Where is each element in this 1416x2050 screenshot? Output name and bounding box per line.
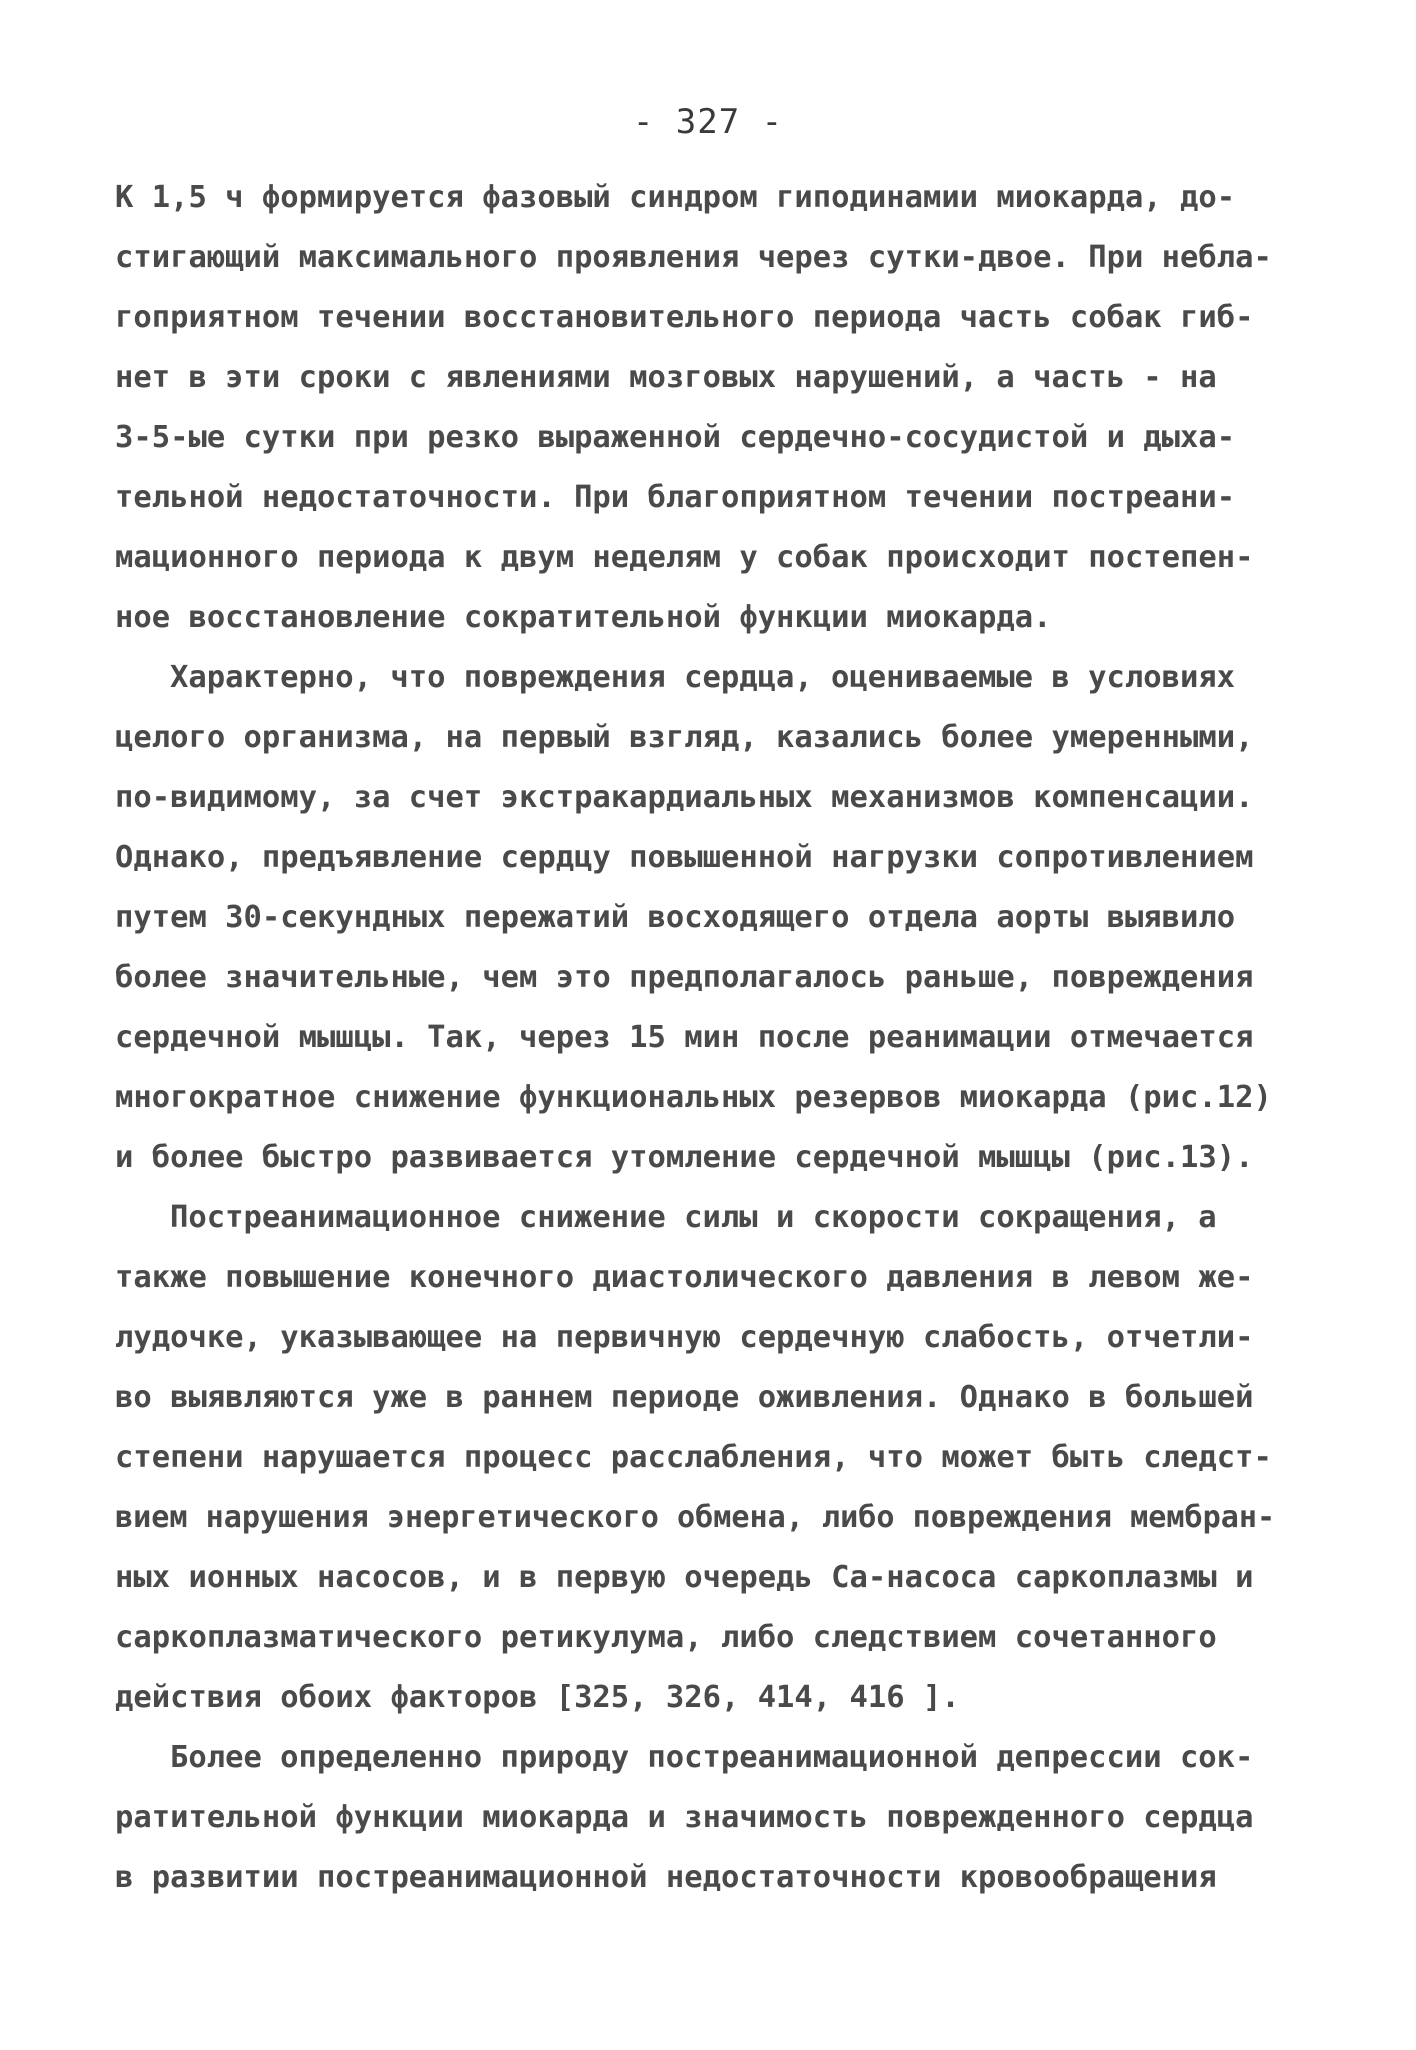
text-line: лудочке, указывающее на первичную сердечную слабость, отчетли- (115, 1320, 1254, 1355)
text-line: вием нарушения энергетического обмена, либо повреждения мембран- (115, 1500, 1275, 1535)
text-line: также повышение конечного диастолического давления в левом же- (115, 1260, 1254, 1295)
text-line: сердечной мышцы. Так, через 15 мин после реанимации отмечается (115, 1020, 1254, 1055)
text-line: ратительной функции миокарда и значимость поврежденного сердца (115, 1800, 1254, 1835)
text-line: К 1,5 ч формируется фазовый синдром гиподинамии миокарда, до- (115, 180, 1236, 215)
text-line: тельной недостаточности. При благоприятном течении постреани- (115, 480, 1236, 515)
text-line: ное восстановление сократительной функции миокарда. (115, 600, 1052, 635)
text-line: более значительные, чем это предполагалось раньше, повреждения (115, 960, 1254, 995)
text-line: Однако, предъявление сердцу повышенной нагрузки сопротивлением (115, 840, 1254, 875)
text-line: степени нарушается процесс расслабления, что может быть следст- (115, 1440, 1272, 1475)
text-line: действия обоих факторов [325, 326, 414, 416 ]. (115, 1680, 960, 1715)
text-line: по-видимому, за счет экстракардиальных механизмов компенсации. (115, 780, 1254, 815)
text-line: в развитии постреанимационной недостаточности кровообращения (115, 1860, 1217, 1895)
text-line: Постреанимационное снижение силы и скорости сокращения, а (170, 1200, 1217, 1235)
text-line: Характерно, что повреждения сердца, оцениваемые в условиях (170, 660, 1236, 695)
text-line: целого организма, на первый взгляд, казались более умеренными, (115, 720, 1254, 755)
text-line: ных ионных насосов, и в первую очередь Са-насоса саркоплазмы и (115, 1560, 1254, 1595)
text-line: во выявляются уже в раннем периоде оживления. Однако в большей (115, 1380, 1254, 1415)
text-line: путем 30-секундных пережатий восходящего отдела аорты выявило (115, 900, 1236, 935)
text-line: нет в эти сроки с явлениями мозговых нарушений, а часть - на (115, 360, 1217, 395)
text-line: мационного периода к двум неделям у собак происходит постепен- (115, 540, 1254, 575)
page-number: - 327 - (632, 102, 784, 142)
text-line: многократное снижение функциональных резервов миокарда (рис.12) (115, 1080, 1272, 1115)
text-line: гоприятном течении восстановительного периода часть собак гиб- (115, 300, 1254, 335)
body-text (115, 168, 1275, 1908)
text-line: стигающий максимального проявления через сутки-двое. При небла- (115, 240, 1272, 275)
text-line: Более определенно природу постреанимационной депрессии сок- (170, 1740, 1254, 1775)
text-line: саркоплазматического ретикулума, либо следствием сочетанного (115, 1620, 1217, 1655)
text-line: и более быстро развивается утомление сердечной мышцы (рис.13). (115, 1140, 1254, 1175)
text-line: 3-5-ые сутки при резко выраженной сердечно-сосудистой и дыха- (115, 420, 1236, 455)
